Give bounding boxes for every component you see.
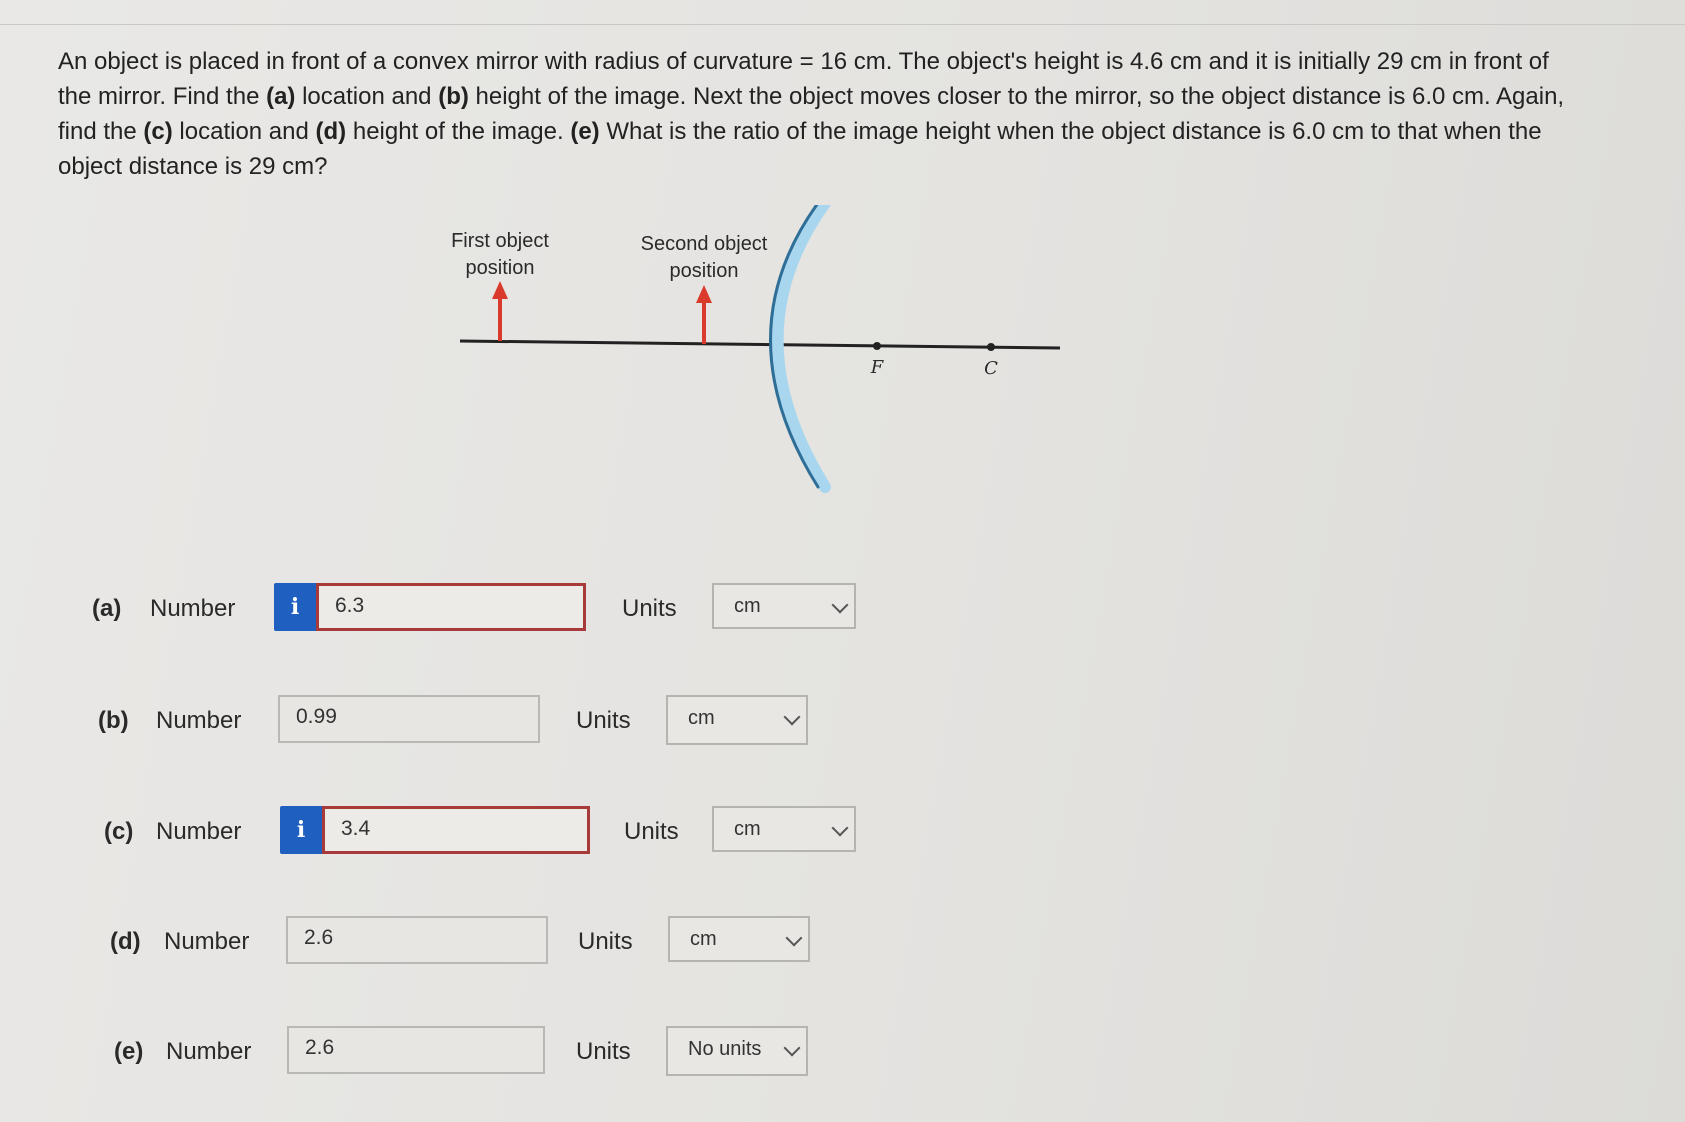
chevron-down-icon — [784, 709, 801, 726]
number-label: Number — [156, 707, 242, 734]
chevron-down-icon — [832, 820, 849, 837]
first-object-label-line2: position — [465, 257, 535, 279]
answer-input-e[interactable]: 2.6 — [287, 1026, 545, 1074]
units-select-b[interactable] — [666, 695, 808, 745]
units-label: Units — [576, 1038, 631, 1065]
part-letter: (a) — [92, 595, 122, 622]
center-of-curvature-point — [987, 343, 995, 351]
question-text-segment: An object is placed in front of a convex mirror with radius of curvature = 16 cm. The object's height is 4.6 cm and it is initially 29 cm in front of the mirror. Find the — [58, 48, 1549, 110]
center-of-curvature-label: C — [984, 358, 998, 379]
units-select-a[interactable] — [712, 583, 856, 629]
number-label: Number — [166, 1038, 252, 1065]
part-letter: (d) — [110, 928, 141, 955]
units-select-c[interactable] — [712, 806, 856, 852]
chevron-down-icon — [832, 597, 849, 614]
optical-axis — [460, 341, 1060, 348]
units-label: Units — [576, 707, 631, 734]
answer-input-b[interactable]: 0.99 — [278, 695, 540, 743]
question-text — [58, 44, 1578, 184]
question-text-segment: location and — [172, 118, 316, 145]
question-text-segment: height of the image. — [346, 118, 571, 145]
question-part-e: (e) — [570, 118, 600, 145]
answer-input-c[interactable]: 3.4 — [322, 806, 590, 854]
answer-row-e — [114, 1026, 834, 1078]
part-letter: (e) — [114, 1038, 144, 1065]
answer-input-d[interactable]: 2.6 — [286, 916, 548, 964]
units-label: Units — [624, 818, 679, 845]
units-select-value: cm — [690, 928, 717, 950]
units-select-e[interactable] — [666, 1026, 808, 1076]
units-select-value: cm — [688, 707, 715, 729]
chevron-down-icon — [784, 1040, 801, 1057]
question-text-segment: What is the ratio of the image height when the object distance is 6.0 cm to that when the object distance is 29 cm? — [58, 118, 1542, 180]
units-select-value: cm — [734, 595, 761, 617]
answer-input-a[interactable]: 6.3 — [316, 583, 586, 631]
info-button[interactable]: i — [280, 806, 322, 854]
question-text-segment: height of the image. Next the object moves closer to the mirror, so the object distance is 6.0 cm. Again, find the — [58, 83, 1565, 145]
top-divider — [0, 24, 1685, 25]
part-letter: (b) — [98, 707, 129, 734]
units-select-value: No units — [688, 1038, 762, 1060]
chevron-down-icon — [786, 930, 803, 947]
question-part-a: (a) — [266, 83, 296, 110]
units-select-value: cm — [734, 818, 761, 840]
second-object-label-line1: Second object — [640, 233, 768, 255]
mirror-diagram — [440, 205, 1160, 535]
second-object-arrowhead — [696, 285, 712, 303]
answer-row-c — [104, 806, 864, 858]
question-part-c: (c) — [143, 118, 173, 145]
number-label: Number — [150, 595, 236, 622]
second-object-label-line2: position — [669, 260, 739, 282]
question-text-segment: location and — [295, 83, 439, 110]
focal-point-label: F — [870, 357, 884, 378]
units-label: Units — [578, 928, 633, 955]
first-object-arrowhead — [492, 281, 508, 299]
part-letter: (c) — [104, 818, 134, 845]
question-part-d: (d) — [315, 118, 347, 145]
first-object-label-line1: First object — [451, 230, 549, 252]
answer-row-b — [98, 695, 818, 747]
focal-point — [873, 342, 881, 350]
units-select-d[interactable] — [668, 916, 810, 962]
answer-row-a — [92, 583, 872, 635]
question-part-b: (b) — [438, 83, 469, 110]
answer-row-d — [110, 916, 830, 968]
number-label: Number — [164, 928, 250, 955]
info-button[interactable]: i — [274, 583, 316, 631]
units-label: Units — [622, 595, 677, 622]
number-label: Number — [156, 818, 242, 845]
